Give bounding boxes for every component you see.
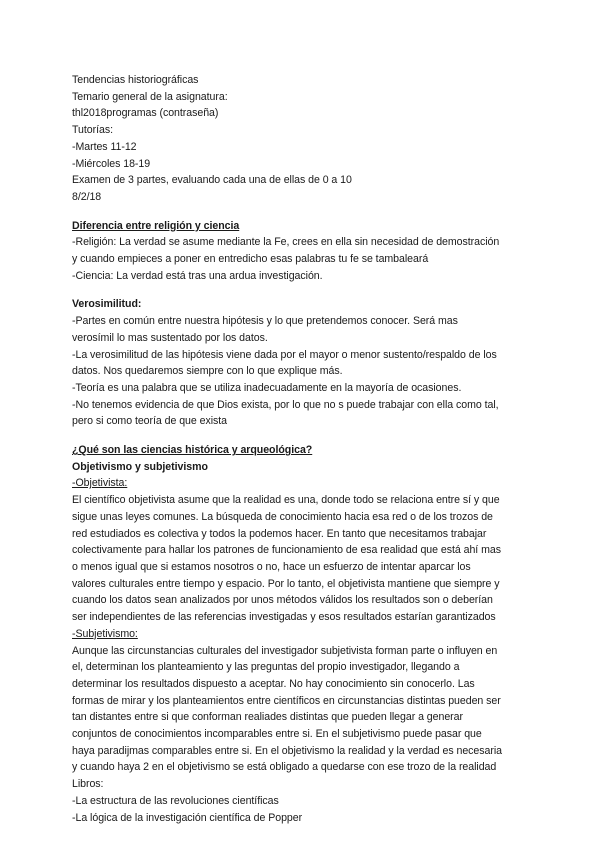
paragraph-line: red estudiados es colectiva y todos la podemos hacer. En tanto que necesitamos trabajar — [72, 527, 487, 540]
spacer — [72, 284, 532, 296]
paragraph-line: valores culturales entre tiempo y espacio. Por lo tanto, el objetivista mantiene que siempre y — [72, 577, 500, 590]
objetivista-label: -Objetivista: — [72, 477, 128, 490]
section-heading: Verosimilitud: — [72, 298, 142, 311]
spacer — [72, 206, 532, 218]
paragraph-line: -La verosimilitud de las hipótesis viene dada por el mayor o menor sustento/respaldo de los — [72, 348, 497, 361]
tutoria-martes: -Martes 11-12 — [72, 140, 137, 153]
subjetivismo-label: -Subjetivismo: — [72, 627, 138, 640]
paragraph-line: el, determinan los planteamiento y las preguntas del propio investigador, llegando a — [72, 661, 460, 674]
paragraph-line: tan distantes entre si que conforman realiades distintas que pueden llegar a generar — [72, 711, 463, 724]
paragraph-line: y cuando empieces a poner en entredicho esas palabras tu fe se tambaleará — [72, 253, 429, 266]
section-heading: Diferencia entre religión y ciencia — [72, 219, 240, 232]
paragraph-line: determinar los resultados dispuesto a aceptar. No hay conocimiento sin conocerlo. Las — [72, 677, 475, 690]
paragraph-line: cuando los datos sean analizados por unos métodos válidos los resultados son o deberían — [72, 594, 493, 607]
syllabus-label: Temario general de la asignatura: — [72, 90, 228, 103]
paragraph-line: -Teoría es una palabra que se utiliza inadecuadamente en la mayoría de ocasiones. — [72, 381, 462, 394]
section-religion-ciencia — [72, 218, 532, 285]
paragraph-line: pero si como teoría de que exista — [72, 415, 227, 428]
paragraph-line: -Ciencia: La verdad está tras una ardua investigación. — [72, 269, 323, 282]
exam-note: Examen de 3 partes, evaluando cada una de ellas de 0 a 10 — [72, 174, 352, 187]
paragraph-line: -No tenemos evidencia de que Dios exista, por lo que no s puede trabajar con ella como tal, — [72, 398, 499, 411]
paragraph-line: sigue unas leyes comunes. La búsqueda de conocimiento hacia esa red o de los trozos de — [72, 510, 493, 523]
intro-block — [72, 72, 532, 206]
paragraph-line: -Religión: La verdad se asume mediante la Fe, crees en ella sin necesidad de demostración — [72, 236, 500, 249]
section-ciencias-historicas — [72, 442, 532, 826]
paragraph-line: Aunque las circunstancias culturales del investigador subjetivista forman parte o influyen en — [72, 644, 498, 657]
password-note: thl2018programas (contraseña) — [72, 107, 219, 120]
subjetivismo-paragraph — [72, 643, 532, 777]
section-verosimilitud — [72, 296, 532, 430]
paragraph-line: y cuando haya 2 en el objetivismo se está obligado a quedarse con ese trozo de la realidad — [72, 761, 497, 774]
book-item: -La estructura de las revoluciones científicas — [72, 794, 279, 807]
course-title: Tendencias historiográficas — [72, 74, 199, 86]
date-line: 8/2/18 — [72, 190, 102, 203]
section-subheading: Objetivismo y subjetivismo — [72, 460, 208, 473]
paragraph-line: ser independientes de las referencias investigadas y esos resultados estarían garantizados — [72, 611, 496, 624]
paragraph-line: verosímil lo mas sustentado por los datos. — [72, 331, 268, 344]
libros-label: Libros: — [72, 778, 104, 791]
book-item: -La lógica de la investigación científica de Popper — [72, 811, 303, 824]
paragraph-line: haya paradijmas comparables entre si. En el objetivismo la realidad y la verdad es necesaria — [72, 744, 502, 757]
paragraph-line: colectivamente para hallar los patrones de funcionamiento de esa realidad que está ahí mas — [72, 544, 501, 557]
spacer — [72, 430, 532, 442]
tutorias-label: Tutorías: — [72, 124, 113, 137]
tutoria-miercoles: -Miércoles 18-19 — [72, 157, 151, 170]
objetivista-paragraph — [72, 492, 532, 626]
paragraph-line: -Partes en común entre nuestra hipótesis y lo que pretendemos conocer. Será mas — [72, 315, 458, 328]
paragraph-line: datos. Nos quedaremos siempre con lo que explique más. — [72, 365, 343, 378]
paragraph-line: o menos igual que si estamos nosotros o no, hace un esfuerzo de intentar aparcar los — [72, 560, 471, 573]
document-page — [72, 72, 532, 826]
paragraph-line: El científico objetivista asume que la realidad es una, donde todo se relaciona entre sí y que — [72, 494, 500, 507]
paragraph-line: conjuntos de conocimientos incomparables entre si. En el subjetivismo puede pasar que — [72, 728, 482, 741]
paragraph-line: formas de mirar y los planteamientos entre científicos en circunstancias distintas pueden ser — [72, 694, 501, 707]
section-heading: ¿Qué son las ciencias histórica y arqueológica? — [72, 444, 313, 457]
